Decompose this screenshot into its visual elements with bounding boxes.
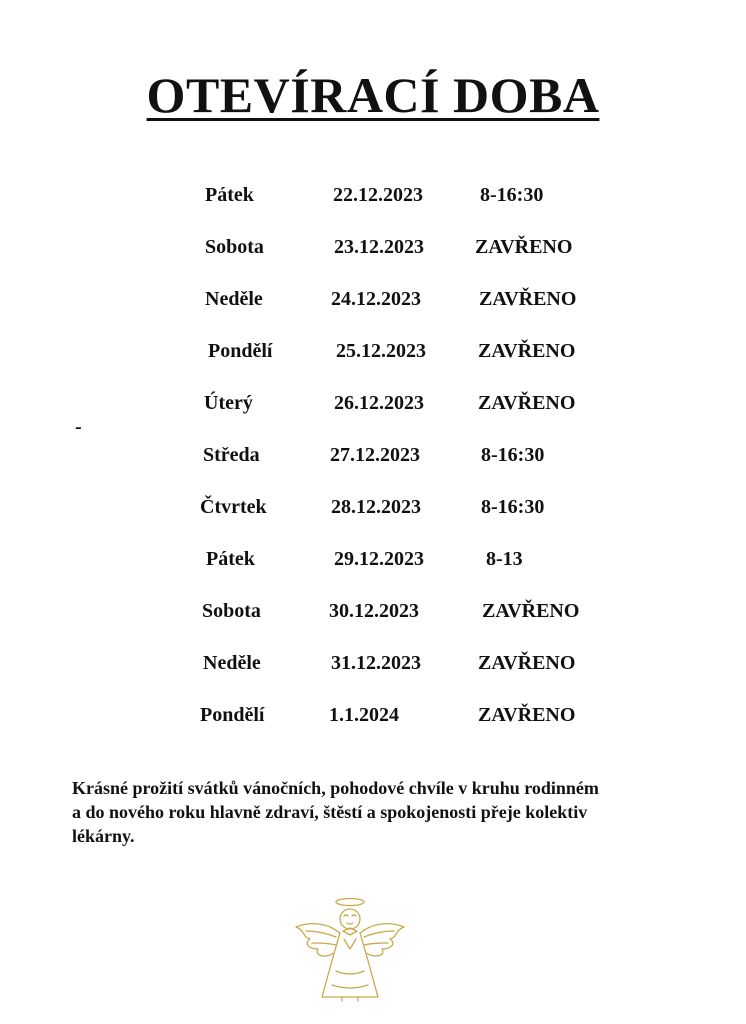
schedule-date: 30.12.2023	[329, 600, 419, 622]
schedule-day: Středa	[203, 444, 260, 466]
schedule-hours: ZAVŘENO	[479, 288, 577, 310]
schedule-date: 26.12.2023	[334, 392, 424, 414]
greeting-line: a do nového roku hlavně zdraví, štěstí a spokojenosti přeje kolektiv	[72, 802, 588, 822]
stray-dash: -	[75, 416, 82, 438]
schedule-hours: 8-13	[486, 548, 523, 570]
schedule-date: 1.1.2024	[329, 704, 399, 726]
schedule-hours: 8-16:30	[481, 444, 545, 466]
greeting-text	[72, 776, 692, 848]
schedule-hours: ZAVŘENO	[478, 704, 576, 726]
angel-icon	[292, 893, 408, 1003]
schedule-date: 22.12.2023	[333, 184, 423, 206]
greeting-line: Krásné prožití svátků vánočních, pohodové chvíle v kruhu rodinném	[72, 778, 599, 798]
schedule-hours: 8-16:30	[481, 496, 545, 518]
schedule-date: 24.12.2023	[331, 288, 421, 310]
schedule-row	[0, 600, 746, 630]
schedule-row	[0, 652, 746, 682]
schedule-row	[0, 288, 746, 318]
schedule-date: 28.12.2023	[331, 496, 421, 518]
page-title	[0, 66, 746, 124]
schedule-day: Úterý	[204, 392, 253, 414]
schedule-day: Pondělí	[200, 704, 265, 726]
schedule-row	[0, 184, 746, 214]
schedule-date: 31.12.2023	[331, 652, 421, 674]
schedule-date: 25.12.2023	[336, 340, 426, 362]
schedule-hours: ZAVŘENO	[482, 600, 580, 622]
schedule-row	[0, 444, 746, 474]
schedule-day: Sobota	[202, 600, 261, 622]
schedule-date: 27.12.2023	[330, 444, 420, 466]
schedule-row	[0, 704, 746, 734]
schedule-day: Pátek	[205, 184, 254, 206]
schedule-date: 29.12.2023	[334, 548, 424, 570]
schedule-row	[0, 548, 746, 578]
schedule-hours: ZAVŘENO	[478, 392, 576, 414]
schedule-row	[0, 392, 746, 422]
page-title-text: OTEVÍRACÍ DOBA	[146, 67, 600, 123]
schedule-day: Sobota	[205, 236, 264, 258]
schedule-hours: 8-16:30	[480, 184, 544, 206]
schedule-hours: ZAVŘENO	[475, 236, 573, 258]
schedule-day: Pondělí	[208, 340, 273, 362]
schedule-date: 23.12.2023	[334, 236, 424, 258]
schedule-hours: ZAVŘENO	[478, 652, 576, 674]
schedule-row	[0, 236, 746, 266]
schedule-hours: ZAVŘENO	[478, 340, 576, 362]
schedule-day: Neděle	[205, 288, 263, 310]
schedule-row	[0, 340, 746, 370]
greeting-line: lékárny.	[72, 826, 135, 846]
schedule-day: Pátek	[206, 548, 255, 570]
schedule-day: Čtvrtek	[200, 496, 267, 518]
schedule-day: Neděle	[203, 652, 261, 674]
schedule-row	[0, 496, 746, 526]
